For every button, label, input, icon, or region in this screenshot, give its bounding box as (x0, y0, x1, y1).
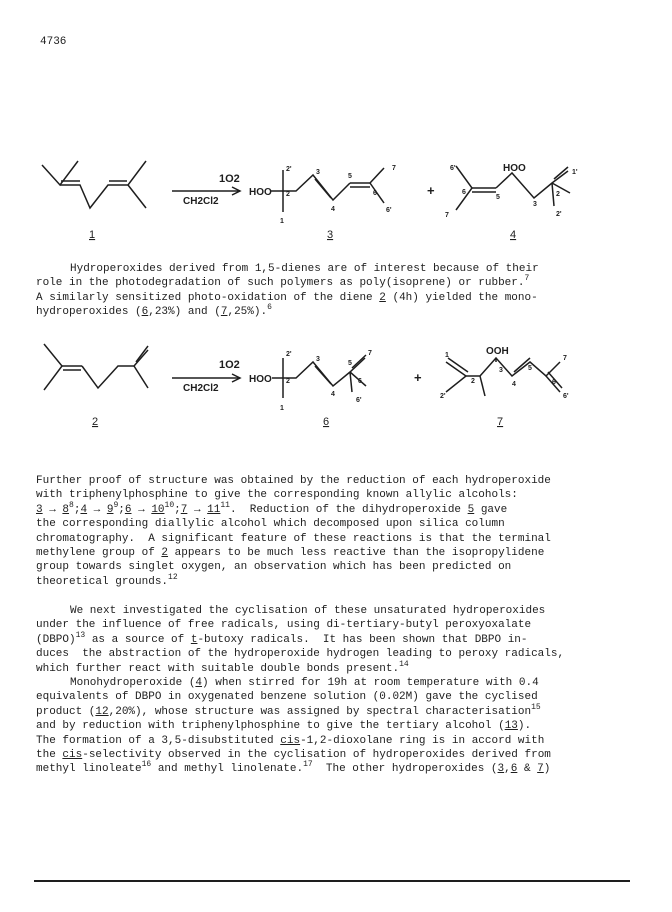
label-4: 4 (510, 229, 517, 241)
svg-text:1: 1 (280, 218, 284, 225)
svg-text:5: 5 (496, 194, 500, 201)
s2-plus: + (414, 370, 422, 385)
compound-7-structure (446, 358, 562, 396)
svg-text:2: 2 (286, 378, 290, 385)
s2-o2: 1O2 (219, 359, 240, 371)
svg-text:1: 1 (280, 405, 284, 412)
svg-text:6': 6' (450, 165, 456, 172)
compound-2-structure (44, 344, 148, 390)
svg-text:5: 5 (528, 365, 532, 372)
paragraph-3: We next investigated the cyclisation of these unsaturated hydroperoxides under the influence of free radicals, using di-tertiary-butyl peroxyoxalate (DBPO)$^{13}$ as a source of t-butoxy radicals. It has been shown that DBPO in- duces the abstraction of the hydroperoxide hydrogen leading to peroxy radicals, which further react with suitable double bonds present.$^{14}$ (36, 605, 565, 675)
svg-text:6: 6 (462, 189, 466, 196)
svg-text:2: 2 (556, 191, 560, 198)
paragraph-2: Further proof of structure was obtained by the reduction of each hydroperoxide with triphenylphosphine to give the corresponding known allylic alcohols: $3 \to 8^8;4$ → $9^9;6$ → $10^{10};7 \to 11^{11}$. Reduction of the dihydroperoxide 5 gave the corresponding diallylic alcohol which decomposed upon silica column chromatography. A significant feature of these reactions is that the terminal methylene group of 2 appears to be much less reactive than the isopropylidene group towards singlet oxygen, an observation which has been predicted on theoretical grounds.$^{12}$ (36, 475, 551, 588)
locant-numbers (280, 165, 578, 253)
svg-text:2': 2' (556, 211, 562, 218)
svg-text:2': 2' (286, 351, 292, 358)
footer-rule (34, 880, 630, 882)
svg-text:6: 6 (552, 379, 556, 386)
label-6: 6 (323, 416, 330, 428)
s2-solvent: CH2Cl2 (183, 383, 219, 394)
compound-1-structure (42, 161, 146, 208)
paragraph-4: Monohydroperoxide (4) when stirred for 19h at room temperature with 0.4 equivalents of DBPO in oxygenated benzene solution (0.02M) gave the cyclised product (12,20%), whose structure was assigned by spectral characterisation$^{15}$ and by reduction with triphenylphosphine to give the tertiary alcohol (13). The formation of a 3,5-disubstituted cis-1,2-dioxolane ring is in accord with the cis-selectivity observed in the cyclisation of hydroperoxides derived from methyl linoleate$^{16}$ and methyl linolenate.$^{17}$ The other hydroperoxides (3,6 & 7) (36, 677, 551, 776)
svg-text:7: 7 (368, 350, 372, 357)
paragraph-1: Hydroperoxides derived from 1,5-dienes are of interest because of their role in the photodegradation of such polymers as poly(isoprene) or rubber.$^7$ A similarly sensitized photo-oxidation of the diene 2 (4h) yielded the mono- hydroperoxides (6,23%) and (7,25%).$^6$ (36, 263, 539, 319)
s1-hoo-3: HOO (249, 187, 272, 198)
scheme-1 (0, 78, 672, 253)
svg-text:6: 6 (373, 190, 377, 197)
label-1: 1 (89, 229, 96, 241)
label-2: 2 (92, 416, 99, 428)
svg-text:4: 4 (331, 206, 335, 213)
svg-text:4: 4 (331, 391, 335, 398)
locant-numbers-2 (280, 350, 569, 412)
svg-text:7: 7 (392, 165, 396, 172)
svg-text:2': 2' (286, 166, 292, 173)
scheme-2 (0, 332, 672, 442)
svg-text:7: 7 (563, 355, 567, 362)
s2-ooh-7: OOH (486, 346, 509, 357)
page-number: 4736 (40, 36, 67, 48)
svg-text:7: 7 (445, 212, 449, 219)
s1-solvent: CH2Cl2 (183, 196, 219, 207)
s2-hoo-6: HOO (249, 374, 272, 385)
label-3: 3 (327, 229, 334, 241)
svg-text:3: 3 (499, 367, 503, 374)
svg-text:6': 6' (563, 393, 569, 400)
svg-text:6': 6' (356, 397, 362, 404)
svg-text:2': 2' (440, 393, 446, 400)
s1-plus-a: + (427, 183, 435, 198)
svg-text:2: 2 (471, 378, 475, 385)
s1-o2: 1O2 (219, 173, 240, 185)
label-7: 7 (497, 416, 504, 428)
svg-text:6: 6 (358, 378, 362, 385)
svg-text:3: 3 (533, 201, 537, 208)
svg-text:6': 6' (386, 207, 392, 214)
compound-3-structure (270, 168, 384, 212)
svg-text:4: 4 (512, 381, 516, 388)
s1-hoo-4: HOO (503, 163, 526, 174)
svg-text:5: 5 (348, 173, 352, 180)
svg-text:1: 1 (445, 352, 449, 359)
svg-text:3: 3 (316, 169, 320, 176)
svg-text:2: 2 (286, 191, 290, 198)
svg-text:3: 3 (316, 356, 320, 363)
svg-text:5: 5 (348, 360, 352, 367)
svg-text:1': 1' (572, 169, 578, 176)
